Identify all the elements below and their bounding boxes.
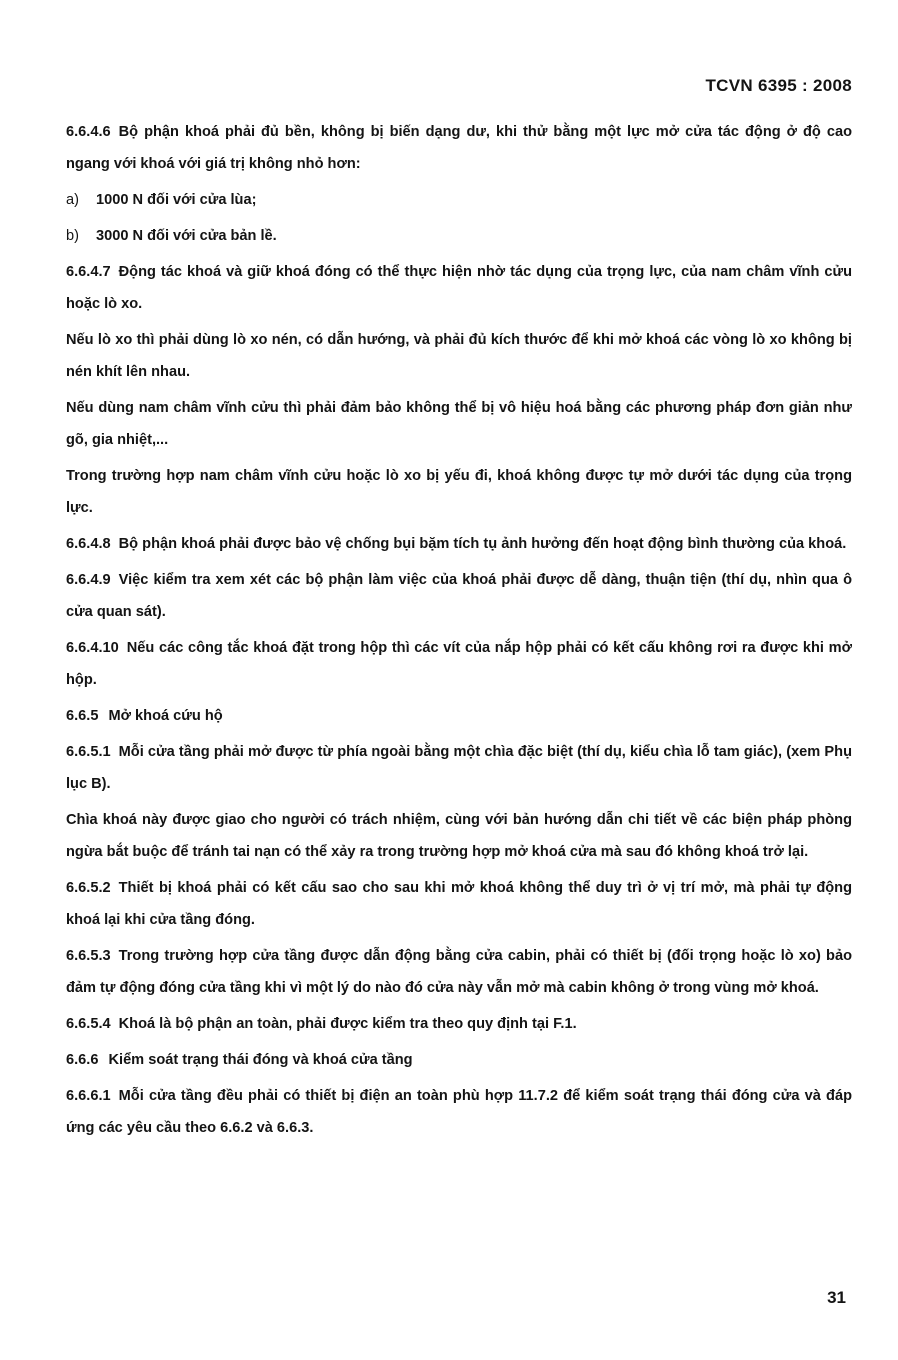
paragraph-key: Chìa khoá này được giao cho người có trách nhiệm, cùng với bản hướng dẫn chi tiết về các biện pháp phòng ngừa bắt buộc để tránh tai nạn có thể xảy ra trong trường hợp mở khoá cửa mà sau đó không khoá trở lại. xyxy=(66,812,852,860)
list-marker: b) xyxy=(66,228,79,244)
clause-text: Bộ phận khoá phải đủ bền, không bị biến dạng dư, khi thử bằng một lực mở cửa tác động ở độ cao ngang với khoá với giá trị không nhỏ hơn: xyxy=(66,124,852,172)
clause-6-6-5-3 xyxy=(66,940,852,1004)
list-item-a xyxy=(66,184,852,216)
clause-6-6-6-1 xyxy=(66,1080,852,1144)
clause-6-6-5-4 xyxy=(66,1008,852,1040)
list-item-b xyxy=(66,220,852,252)
clause-text: Mỗi cửa tầng phải mở được từ phía ngoài bằng một chìa đặc biệt (thí dụ, kiểu chìa lỗ tam giác), (xem Phụ lục B). xyxy=(66,744,852,792)
clause-number: 6.6.5.4 xyxy=(66,1016,111,1032)
page-content xyxy=(66,116,852,1148)
clause-text: Việc kiểm tra xem xét các bộ phận làm việc của khoá phải được dễ dàng, thuận tiện (thí dụ, nhìn qua ô cửa quan sát). xyxy=(66,572,852,620)
section-6-6-6 xyxy=(66,1044,852,1076)
paragraph-magnet: Nếu dùng nam châm vĩnh cửu thì phải đảm bảo không thể bị vô hiệu hoá bằng các phương pháp đơn giản như gõ, gia nhiệt,... xyxy=(66,400,852,448)
section-title: Kiểm soát trạng thái đóng và khoá cửa tầng xyxy=(108,1052,413,1068)
page-number: 31 xyxy=(827,1288,846,1307)
paragraph-spring: Nếu lò xo thì phải dùng lò xo nén, có dẫn hướng, và phải đủ kích thước để khi mở khoá các vòng lò xo không bị nén khít lên nhau. xyxy=(66,332,852,380)
clause-text: Bộ phận khoá phải được bảo vệ chống bụi bặm tích tụ ảnh hưởng đến hoạt động bình thường của khoá. xyxy=(118,536,847,552)
clause-text: Khoá là bộ phận an toàn, phải được kiểm tra theo quy định tại F.1. xyxy=(118,1016,577,1032)
clause-number: 6.6.5.1 xyxy=(66,744,111,760)
clause-6-6-4-6 xyxy=(66,116,852,180)
clause-number: 6.6.4.6 xyxy=(66,124,111,140)
list-text: 3000 N đối với cửa bản lề. xyxy=(96,228,277,244)
section-number: 6.6.6 xyxy=(66,1052,99,1068)
clause-number: 6.6.4.7 xyxy=(66,264,111,280)
clause-6-6-5-1 xyxy=(66,736,852,800)
section-title: Mở khoá cứu hộ xyxy=(108,708,223,724)
clause-6-6-5-2 xyxy=(66,872,852,936)
section-number: 6.6.5 xyxy=(66,708,99,724)
clause-number: 6.6.5.3 xyxy=(66,948,111,964)
paragraph-weakened: Trong trường hợp nam châm vĩnh cửu hoặc lò xo bị yếu đi, khoá không được tự mở dưới tác dụng của trọng lực. xyxy=(66,468,852,516)
clause-number: 6.6.4.8 xyxy=(66,536,111,552)
clause-number: 6.6.5.2 xyxy=(66,880,111,896)
clause-6-6-4-10 xyxy=(66,632,852,696)
standard-header: TCVN 6395 : 2008 xyxy=(705,76,852,95)
clause-text: Động tác khoá và giữ khoá đóng có thể thực hiện nhờ tác dụng của trọng lực, của nam châm vĩnh cửu hoặc lò xo. xyxy=(66,264,852,312)
clause-text: Mỗi cửa tầng đều phải có thiết bị điện an toàn phù hợp 11.7.2 để kiểm soát trạng thái đóng cửa và đáp ứng các yêu cầu theo 6.6.2 và 6.6.3. xyxy=(66,1088,852,1136)
clause-number: 6.6.4.9 xyxy=(66,572,111,588)
list-text: 1000 N đối với cửa lùa; xyxy=(96,192,257,208)
clause-6-6-4-9 xyxy=(66,564,852,628)
list-marker: a) xyxy=(66,192,79,208)
clause-number: 6.6.4.10 xyxy=(66,640,119,656)
clause-6-6-4-8 xyxy=(66,528,852,560)
clause-text: Trong trường hợp cửa tầng được dẫn động bằng cửa cabin, phải có thiết bị (đối trọng hoặc lò xo) bảo đảm tự động đóng cửa tầng khi vì một lý do nào đó cửa này vẫn mở mà cabin không ở trong vùng mở khoá. xyxy=(66,948,852,996)
clause-text: Nếu các công tắc khoá đặt trong hộp thì các vít của nắp hộp phải có kết cấu không rơi ra được khi mở hộp. xyxy=(66,640,852,688)
clause-text: Thiết bị khoá phải có kết cấu sao cho sau khi mở khoá không thể duy trì ở vị trí mở, mà phải tự động khoá lại khi cửa tầng đóng. xyxy=(66,880,852,928)
section-6-6-5 xyxy=(66,700,852,732)
clause-number: 6.6.6.1 xyxy=(66,1088,111,1104)
clause-6-6-4-7 xyxy=(66,256,852,320)
